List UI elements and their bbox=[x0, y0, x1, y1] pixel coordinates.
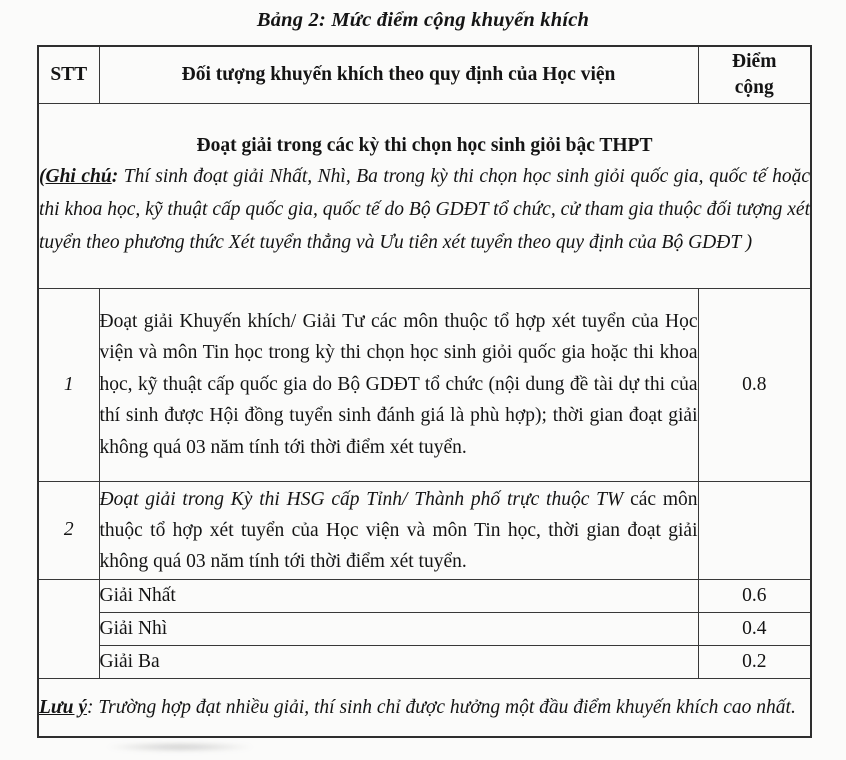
table-row-2 bbox=[38, 481, 811, 579]
row-2-description bbox=[99, 481, 698, 579]
page-title: Bảng 2: Mức điểm cộng khuyến khích bbox=[256, 9, 590, 31]
row-2-description-italic: Đoạt giải trong Kỳ thi HSG cấp Tỉnh/ Thành phố trực thuộc TW bbox=[99, 488, 624, 510]
prize-third-points: 0.2 bbox=[698, 645, 811, 678]
prize-second-label: Giải Nhì bbox=[99, 612, 698, 645]
footer-note-row bbox=[38, 678, 811, 737]
row-2-points bbox=[698, 481, 811, 579]
header-points bbox=[698, 46, 811, 103]
ghi-chu-label: Ghi chú bbox=[45, 166, 112, 187]
prize-third-label: Giải Ba bbox=[99, 645, 698, 678]
prize-row-third bbox=[38, 645, 811, 678]
row-1-points: 0.8 bbox=[698, 288, 811, 481]
luu-y-label: Lưu ý bbox=[39, 696, 87, 718]
footer-note-cell bbox=[38, 678, 811, 737]
row-1-stt: 1 bbox=[38, 288, 99, 481]
row-2-stt: 2 bbox=[38, 481, 99, 579]
section-note bbox=[39, 160, 810, 259]
row-1-description: Đoạt giải Khuyến khích/ Giải Tư các môn thuộc tổ hợp xét tuyển của Học viện và môn Tin học trong kỳ thi chọn học sinh giỏi quốc gia hoặc thi khoa học, kỹ thuật cấp quốc gia do Bộ GDĐT tổ chức (nội dung đề tài dự thi của thí sinh được Hội đồng tuyển sinh đánh giá là phù hợp); thời gian đoạt giải không quá 03 năm tính tới thời điểm xét tuyển. bbox=[99, 288, 698, 481]
scan-smudge-artifact bbox=[105, 742, 255, 752]
ghi-chu-text: Thí sinh đoạt giải Nhất, Nhì, Ba trong kỳ thi chọn học sinh giỏi quốc gia, quốc tế hoặc thi khoa học, kỹ thuật cấp quốc gia, quốc tế do Bộ GDĐT tổ chức, cử tham gia thuộc đối tượng xét tuyển theo phương thức Xét tuyển thẳng và Ưu tiên xét tuyển theo quy định của Bộ GDĐT ) bbox=[39, 166, 810, 253]
table-row-1 bbox=[38, 288, 811, 481]
section-cell bbox=[38, 103, 811, 288]
header-subject: Đối tượng khuyến khích theo quy định của Học viện bbox=[99, 46, 698, 103]
note-colon: : bbox=[111, 166, 119, 187]
prize-second-points: 0.4 bbox=[698, 612, 811, 645]
prize-rows-stt-cell bbox=[38, 579, 99, 678]
footer-note-text: Trường hợp đạt nhiều giải, thí sinh chỉ được hưởng một đầu điểm khuyến khích cao nhất. bbox=[98, 696, 796, 718]
header-stt: STT bbox=[38, 46, 99, 103]
prize-first-label: Giải Nhất bbox=[99, 579, 698, 612]
table-header-row bbox=[38, 46, 811, 103]
prize-first-points: 0.6 bbox=[698, 579, 811, 612]
footer-note-colon: : bbox=[86, 696, 99, 718]
header-points-line1: Điểm bbox=[732, 50, 777, 72]
section-row bbox=[38, 103, 811, 288]
prize-row-first bbox=[38, 579, 811, 612]
header-points-line2: cộng bbox=[734, 76, 774, 98]
row-2-description-rest: các môn thuộc tổ hợp xét tuyển của Học viện và môn Tin học, thời gian đoạt giải không quá 03 năm tính tới thời điểm xét tuyển. bbox=[99, 488, 698, 572]
note-open-paren: ( bbox=[39, 166, 46, 187]
prize-row-second bbox=[38, 612, 811, 645]
bonus-points-table bbox=[37, 45, 812, 738]
section-heading: Đoạt giải trong các kỳ thi chọn học sinh giỏi bậc THPT bbox=[196, 135, 653, 156]
